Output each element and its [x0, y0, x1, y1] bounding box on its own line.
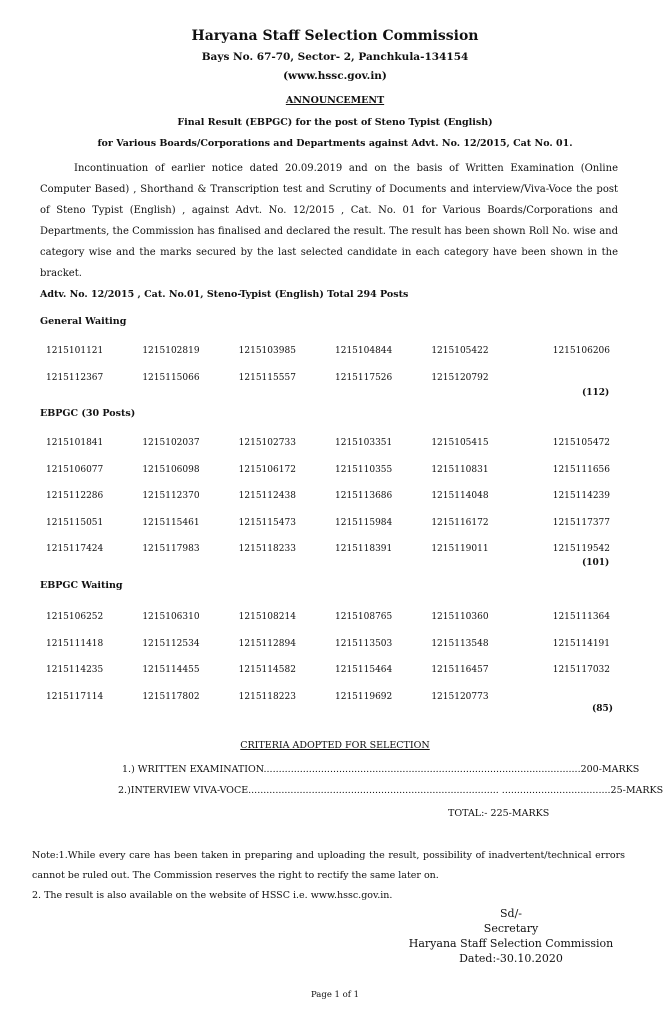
roll-number: 1215112438	[238, 491, 296, 501]
roll-number: 1215105422	[431, 346, 489, 356]
roll-number: 1215115461	[142, 517, 200, 528]
roll-number: 1215106172	[238, 464, 296, 475]
criteria-interview: 2.)INTERVIEW VIVA-VOCE................................................................................... ....................................25-MARKS	[118, 785, 664, 796]
result-title-line2: for Various Boards/Corporations and Departments against Advt. No. 12/2015, Cat No. 01.	[97, 138, 573, 149]
roll-number: 1215119692	[335, 691, 393, 702]
roll-number: 1215103351	[335, 438, 393, 448]
roll-number: 1215102819	[142, 346, 200, 356]
roll-number: 1215113548	[431, 638, 489, 649]
note-1: Note:1.While every care has been taken in preparing and uploading the result, possibility of inadvertent/technical errors cannot be ruled out. The Commission reserves the right to rectify the same later on.	[32, 850, 625, 881]
criteria-total: TOTAL:- 225-MARKS	[448, 808, 550, 819]
roll-number: 1215105472	[552, 438, 610, 448]
org-title: Haryana Staff Selection Commission	[191, 28, 479, 44]
note-2: 2. The result is also available on the website of HSSC i.e. www.hssc.gov.in.	[32, 890, 393, 901]
roll-number: 1215108214	[238, 612, 296, 622]
roll-number: 1215111364	[552, 612, 610, 622]
section-title-general-waiting: General Waiting	[40, 316, 127, 327]
roll-number: 1215106098	[142, 464, 200, 475]
roll-number: 1215113686	[335, 491, 393, 501]
announcement-body: Incontinuation of earlier notice dated 20.09.2019 and on the basis of Written Examination (Online Computer Based) , Shorthand & Transcription test and Scrutiny of Documents and interview/Viva-Voce the post of Steno Typist (English) , against Advt. No. 12/2015 , Cat. No. 01 for Various Boards/Corporations and Departments, the Commission has finalised and declared the result. The result has been shown Roll No. wise and category wise and the marks secured by the last selected candidate in each category have been shown in the bracket.	[40, 163, 618, 279]
roll-number: 1215119011	[431, 544, 489, 554]
roll-number: 1215108765	[335, 612, 393, 622]
roll-number: 1215118391	[335, 544, 393, 554]
signature-date: Dated:-30.10.2020	[459, 952, 563, 965]
signature-designation: Secretary	[483, 922, 539, 935]
criteria-title: CRITERIA ADOPTED FOR SELECTION	[240, 740, 430, 751]
roll-number: 1215115473	[238, 517, 296, 528]
advt-line: Adtv. No. 12/2015 , Cat. No.01, Steno-Typist (English) Total 294 Posts	[40, 289, 409, 300]
roll-number: 1215115464	[335, 665, 393, 675]
roll-number: 1215117114	[46, 691, 104, 702]
result-title-line1: Final Result (EBPGC) for the post of Steno Typist (English)	[177, 117, 493, 128]
roll-number: 1215111418	[46, 638, 104, 649]
roll-number: 1215113503	[335, 638, 393, 649]
page-number: Page 1 of 1	[310, 990, 360, 1000]
roll-number: 1215117983	[142, 544, 200, 554]
roll-number: 1215114239	[552, 491, 610, 501]
cutoff-marks-general-waiting: (112)	[582, 388, 610, 398]
roll-number: 1215115051	[46, 517, 104, 528]
roll-number: 1215112367	[46, 372, 104, 383]
roll-number: 1215120773	[431, 691, 489, 702]
roll-number: 1215117424	[46, 544, 104, 554]
roll-number: 1215114191	[552, 638, 610, 649]
roll-number: 1215112534	[142, 638, 200, 649]
roll-number: 1215117377	[552, 517, 610, 528]
roll-number: 1215114048	[431, 491, 489, 501]
roll-number: 1215106310	[142, 612, 200, 622]
roll-number: 1215110355	[335, 464, 393, 475]
section-title-ebpgc: EBPGC (30 Posts)	[40, 408, 136, 419]
roll-number: 1215106206	[552, 346, 610, 356]
roll-number: 1215101121	[46, 346, 104, 356]
roll-number: 1215114455	[142, 665, 200, 675]
roll-number: 1215119542	[552, 544, 610, 554]
roll-number: 1215118223	[238, 691, 296, 702]
roll-number: 1215112286	[46, 491, 104, 501]
roll-number: 1215115557	[238, 372, 296, 383]
roll-number: 1215101841	[46, 438, 104, 448]
signature-sd: Sd/-	[500, 907, 522, 920]
org-address: Bays No. 67-70, Sector- 2, Panchkula-134154	[201, 51, 469, 63]
roll-number: 1215114582	[238, 665, 296, 675]
roll-number: 1215111656	[552, 464, 610, 475]
criteria-written-exam: 1.) WRITTEN EXAMINATION.........................................................................................................200-MARKS	[122, 764, 640, 775]
roll-grid-general-waiting	[40, 346, 618, 399]
roll-grid-ebpgc-waiting	[40, 612, 618, 718]
signature-org: Haryana Staff Selection Commission	[408, 937, 614, 950]
roll-number: 1215112894	[238, 638, 296, 649]
roll-number: 1215115984	[335, 517, 393, 528]
roll-number: 1215110360	[431, 612, 489, 622]
roll-number: 1215103985	[238, 346, 296, 356]
roll-number: 1215106077	[46, 464, 104, 475]
roll-number: 1215102733	[238, 438, 296, 448]
roll-number: 1215120792	[431, 372, 489, 383]
cutoff-marks-ebpgc-waiting: (85)	[592, 704, 614, 714]
roll-number: 1215112370	[142, 491, 200, 501]
roll-number: 1215105415	[431, 438, 489, 448]
roll-number: 1215116457	[431, 665, 489, 675]
roll-number: 1215117802	[142, 691, 200, 702]
org-website: (www.hssc.gov.in)	[283, 70, 387, 82]
roll-number: 1215114235	[46, 665, 104, 675]
roll-number: 1215102037	[142, 438, 200, 448]
roll-grid-ebpgc	[40, 438, 618, 571]
roll-number: 1215118233	[238, 544, 296, 554]
roll-number: 1215104844	[335, 346, 393, 356]
roll-number: 1215115066	[142, 372, 200, 383]
roll-number: 1215116172	[431, 517, 489, 528]
roll-number: 1215117032	[552, 665, 610, 675]
announcement-title: ANNOUNCEMENT	[285, 95, 385, 106]
roll-number: 1215110831	[431, 464, 489, 475]
section-title-ebpgc-waiting: EBPGC Waiting	[40, 580, 123, 591]
roll-number: 1215117526	[335, 372, 393, 383]
roll-number: 1215106252	[46, 612, 104, 622]
cutoff-marks-ebpgc: (101)	[582, 558, 610, 568]
